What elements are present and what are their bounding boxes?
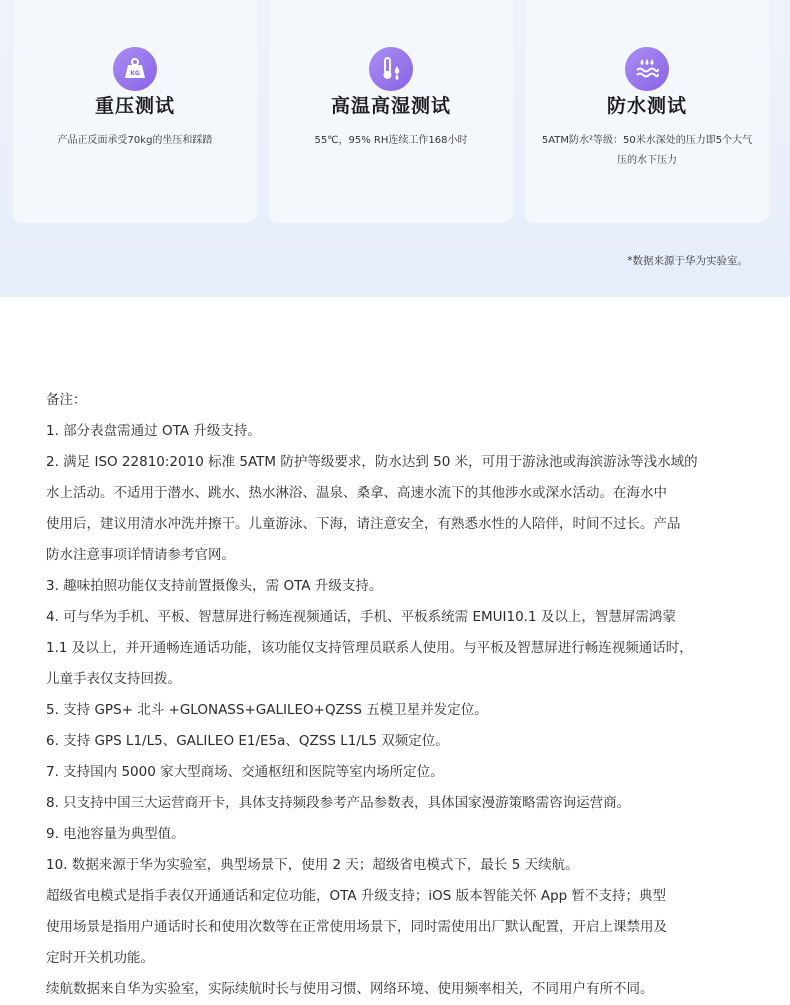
card-description: 55℃，95% RH连续工作168小时 bbox=[314, 135, 468, 146]
remark-line: 10. 数据来源于华为实验室，典型场景下，使用 2 天；超级省电模式下，最长 5 天续航。 bbox=[46, 857, 579, 873]
remark-line: 9. 电池容量为典型值。 bbox=[46, 826, 185, 842]
remark-line: 3. 趣味拍照功能仅支持前置摄像头，需 OTA 升级支持。 bbox=[46, 578, 383, 594]
remark-line: 8. 只支持中国三大运营商开卡，具体支持频段参考产品参数表，具体国家漫游策略需咨询运营商。 bbox=[46, 795, 631, 811]
remark-line: 7. 支持国内 5000 家大型商场、交通枢纽和医院等室内场所定位。 bbox=[46, 764, 444, 780]
thermometer-water-drop-icon bbox=[369, 47, 413, 91]
card-title: 高温高湿测试 bbox=[330, 95, 451, 117]
card-title: 防水测试 bbox=[606, 95, 687, 117]
card-title: 重压测试 bbox=[94, 95, 175, 117]
remark-line: 续航数据来自华为实验室，实际续航时长与使用习惯、网络环境、使用频率相关，不同用户有所不同。 bbox=[46, 981, 654, 997]
remark-line: 4. 可与华为手机、平板、智慧屏进行畅连视频通话，手机、平板系统需 EMUI10.1 及以上，智慧屏需鸿蒙 bbox=[46, 609, 676, 625]
waterproof-test-card bbox=[525, 0, 769, 223]
card-description: 产品正反面承受70kg的坐压和踩踏 bbox=[57, 135, 213, 146]
remark-line: 儿童手表仅支持回拨。 bbox=[46, 671, 181, 687]
svg-text:KG: KG bbox=[130, 70, 140, 77]
remark-line: 防水注意事项详情请参考官网。 bbox=[46, 547, 235, 563]
heat-humidity-test-card bbox=[269, 0, 513, 223]
remark-line: 1.1 及以上，并开通畅连通话功能，该功能仅支持管理员联系人使用。与平板及智慧屏进行畅连视频通话时， bbox=[46, 640, 693, 656]
remark-line: 超级省电模式是指手表仅开通通话和定位功能，OTA 升级支持；iOS 版本智能关怀 App 暂不支持；典型 bbox=[46, 888, 667, 904]
remark-line: 6. 支持 GPS L1/L5、GALILEO E1/E5a、QZSS L1/L5 双频定位。 bbox=[46, 733, 449, 749]
remark-line: 水上活动。不适用于潜水、跳水、热水淋浴、温泉、桑拿、高速水流下的其他涉水或深水活动。在海水中 bbox=[46, 485, 667, 501]
remark-line: 使用后，建议用清水冲洗并擦干。儿童游泳、下海，请注意安全，有熟悉水性的人陪伴，时间不过长。产品 bbox=[46, 516, 681, 532]
remark-line: 5. 支持 GPS+ 北斗 +GLONASS+GALILEO+QZSS 五模卫星并发定位。 bbox=[46, 702, 488, 718]
remark-line: 2. 满足 ISO 22810:2010 标准 5ATM 防护等级要求，防水达到 50 米，可用于游泳池或海滨游泳等浅水域的 bbox=[46, 454, 698, 470]
test-results-section bbox=[0, 0, 790, 297]
water-waves-icon bbox=[625, 47, 669, 91]
kg-weight-icon bbox=[113, 47, 157, 91]
remarks-heading: 备注： bbox=[46, 392, 87, 408]
lab-data-source-note: *数据来源于华为实验室。 bbox=[627, 255, 748, 267]
card-description: 5ATM防水²等级：50米水深处的压力即5个大气压的水下压力 bbox=[541, 135, 753, 166]
pressure-test-card bbox=[13, 0, 257, 223]
remark-line: 1. 部分表盘需通过 OTA 升级支持。 bbox=[46, 423, 261, 439]
remark-line: 定时开关机功能。 bbox=[46, 950, 154, 966]
remarks-section bbox=[46, 385, 750, 1005]
remark-line: 使用场景是指用户通话时长和使用次数等在正常使用场景下，同时需使用出厂默认配置，开启上课禁用及 bbox=[46, 919, 667, 935]
